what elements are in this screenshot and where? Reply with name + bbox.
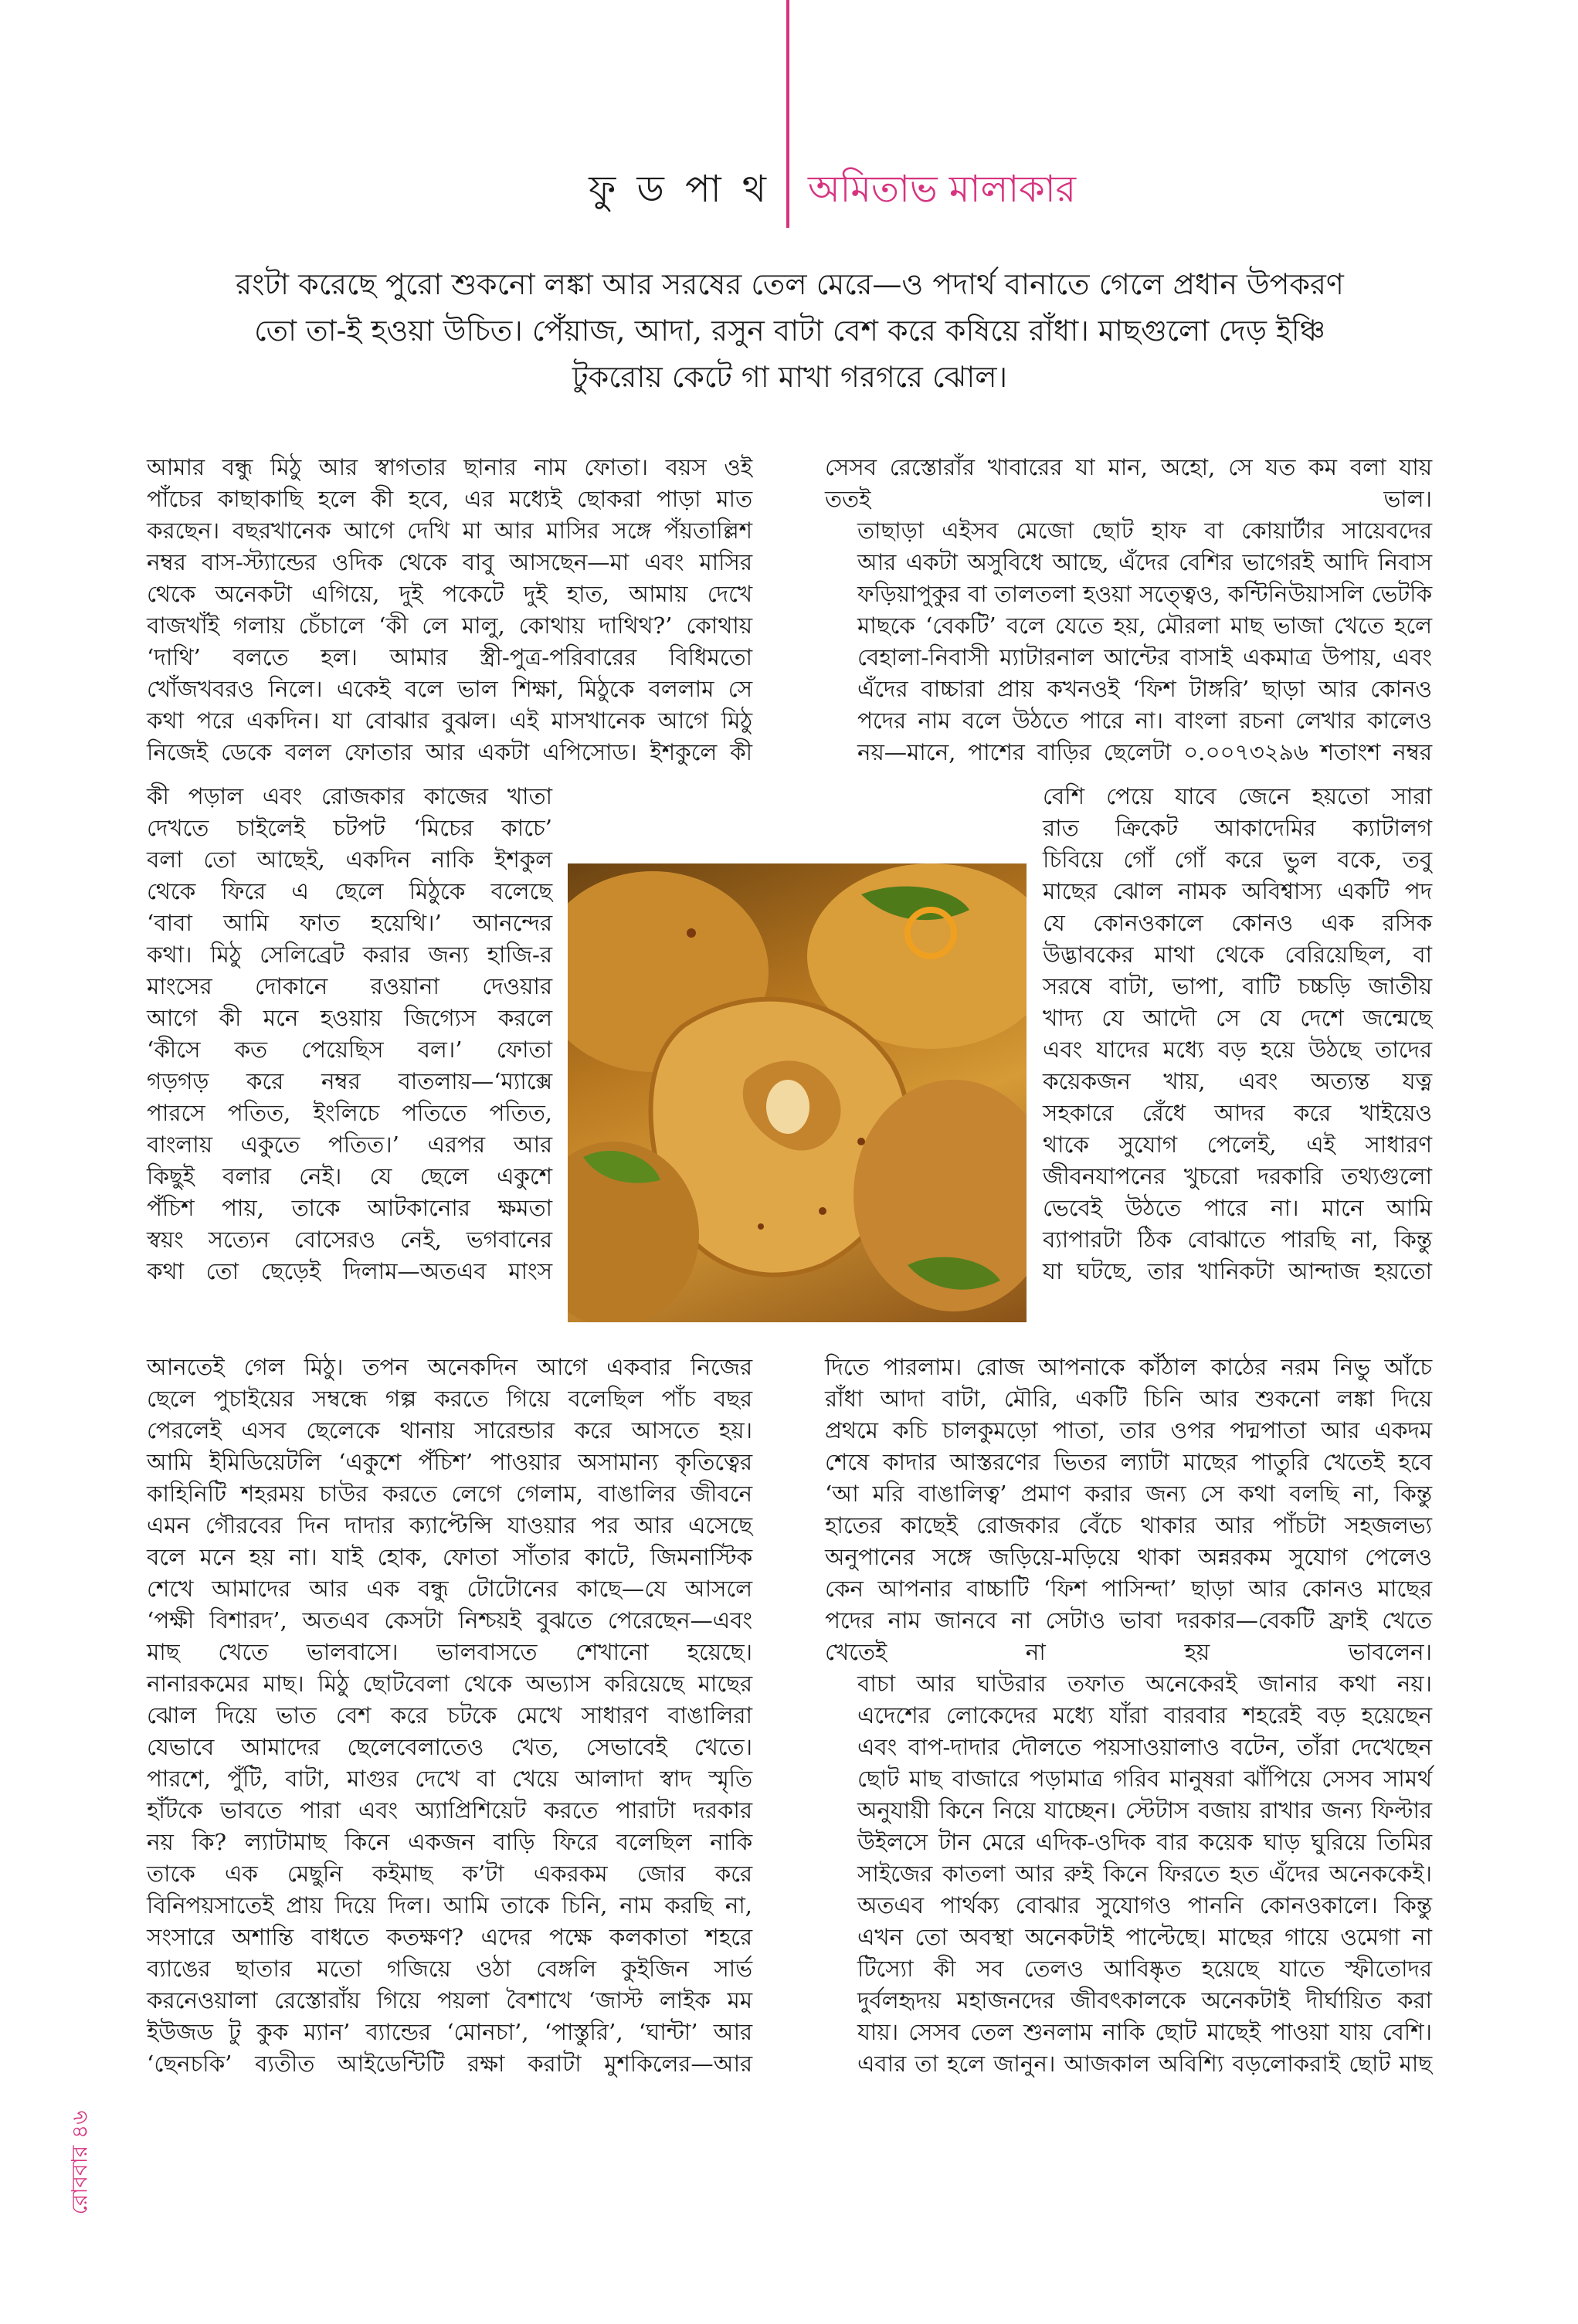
right-column-narrow [1043,781,1432,1288]
text-line: এবার তা হলে জানুন। আজকাল অবিশ্যি বড়লোকরাই ছোট মাছ [857,2051,1432,2077]
text-line: এঁদের বাচ্চারা প্রায় কখনওই ‘ফিশ টাঙ্গরি’ ছাড়া আর কোনও [857,676,1432,702]
text-line: ছোট মাছ বাজারে পড়ামাত্র গরিব মানুষরা ঝাঁপিয়ে সেসব সামর্থ [857,1766,1432,1792]
author-name: অমিতাভ মালাকার [808,168,1077,211]
text-line: বলা তো আছেই, একদিন নাকি ইশকুল [147,846,552,873]
text-line: পারসে পতিত, ইংলিচে পতিতে পতিত, [147,1100,552,1126]
text-line: কথা পরে একদিন। যা বোঝার বুঝল। এই মাসখানেক আগে মিঠু [147,707,752,734]
text-line: অনুযায়ী কিনে নিয়ে যাচ্ছেন। স্টেটাস বজায় রাখার জন্য ফিল্টার [857,1797,1432,1824]
right-column-lower [825,1352,1432,2080]
text-line: ব্যাঙের ছাতার মতো গজিয়ে ওঠা বেঙ্গলি কুইজিন সার্ভ [147,1956,752,1982]
text-line: যায়। সেসব তেল শুনলাম নাকি ছোট মাছেই পাওয়া যায় বেশি। [857,2019,1432,2045]
text-line: ঝোল দিয়ে ভাত বেশ করে চটকে মেখে সাধারণ বাঙালিরা [147,1702,752,1729]
text-line: নয় কি? ল্যাটামাছ কিনে একজন বাড়ি ফিরে বলেছিল নাকি [147,1829,752,1855]
text-line: শেখে আমাদের আর এক বন্ধু টোটোনের কাছে—যে আসলে [147,1576,752,1602]
text-line: আমি ইমিডিয়েটলি ‘একুশে পঁচিশ’ পাওয়ার অসামান্য কৃতিত্বের [147,1449,752,1475]
text-line: সংসারে অশান্তি বাধতে কতক্ষণ? এদের পক্ষে কলকাতা শহরে [147,1924,752,1950]
text-line: থেকে অনেকটা এগিয়ে, দুই পকেটে দুই হাত, আমায় দেখে [147,581,752,607]
text-line: পঁচিশ পায়, তাকে আটকানোর ক্ষমতা [147,1195,552,1221]
text-line: পারশে, পুঁটি, বাটা, মাগুর দেখে বা খেয়ে আলাদা স্বাদ স্মৃতি [147,1766,752,1792]
text-line: করছেন। বছরখানেক আগে দেখি মা আর মাসির সঙ্গে পঁয়তাল্লিশ [147,517,752,544]
text-line: যেভাবে আমাদের ছেলেবেলাতেও খেত, সেভাবেই খেতে। [147,1734,752,1760]
text-line: তাছাড়া এইসব মেজো ছোট হাফ বা কোয়ার্টার সায়েবদের [857,517,1432,544]
text-line: কয়েকজন খায়, এবং অত্যন্ত যত্ন [1043,1068,1432,1094]
text-line: উইলসে টান মেরে এদিক-ওদিক বার কয়েক ঘাড় ঘুরিয়ে তিমির [857,1829,1432,1855]
text-line: স্বয়ং সত্যেন বোসেরও নেই, ভগবানের [147,1226,552,1253]
text-line: আনতেই গেল মিঠু। তপন অনেকদিন আগে একবার নিজের [147,1354,752,1380]
text-line: বেশি পেয়ে যাবে জেনে হয়তো সারা [1043,783,1432,809]
standfirst-line: তো তা-ই হওয়া উচিত। পেঁয়াজ, আদা, রসুন বাটা বেশ করে কষিয়ে রাঁধা। মাছগুলো দেড় ইঞ্চি [254,314,1325,348]
standfirst-line: টুকরোয় কেটে গা মাখা গরগরে ঝোল। [572,360,1008,394]
text-line: খাদ্য যে আদৌ সে যে দেশে জন্মেছে [1043,1005,1432,1031]
text-line: বেহালা-নিবাসী ম্যাটারনাল আন্টের বাসাই একমাত্র উপায়, এবং [857,644,1432,670]
text-line: মাছকে ‘বেকটি’ বলে যেতে হয়, মৌরলা মাছ ভাজা খেতে হলে [857,612,1432,639]
text-line: বাচা আর ঘাউরার তফাত অনেকেরই জানার কথা নয়। [857,1671,1432,1697]
text-line: ইউজড টু কুক ম্যান’ ব্যান্ডের ‘মোনচা’, ‘পাস্তুরি’, ‘ঘান্টা’ আর [147,2019,752,2045]
text-line: যা ঘটছে, তার খানিকটা আন্দাজ হয়তো [1043,1258,1432,1284]
text-line: হাতের কাছেই রোজকার বেঁচে থাকার আর পাঁচটা সহজলভ্য [825,1512,1432,1539]
text-line: এমন গৌরবের দিন দাদার ক্যাপ্টেন্সি যাওয়ার পর আর এসেছে [147,1512,752,1539]
text-line: যে কোনওকালে কোনও এক রসিক [1043,910,1432,936]
text-line: কী পড়াল এবং রোজকার কাজের খাতা [147,783,552,809]
text-line: বলে মনে হয় না। যাই হোক, ফোতা সাঁতার কাটে, জিমনাস্টিক [147,1544,752,1570]
text-line: শেষে কাদার আস্তরণের ভিতর ল্যাটা মাছের পাতুরি খেতেই হবে [825,1449,1432,1475]
text-line: ‘বাবা আমি ফাত হয়েথি।’ আনন্দের [147,910,552,936]
text-line: মাছের ঝোল নামক অবিশ্বাস্য একটি পদ [1043,878,1432,904]
text-line: ফড়িয়াপুকুর বা তালতলা হওয়া সত্ত্বেও, কন্টিনিউয়াসলি ভেটকি [857,581,1432,607]
left-column [147,452,752,768]
left-column-lower [147,1352,752,2080]
text-line: বিনিপয়সাতেই প্রায় দিয়ে দিল। আমি তাকে চিনি, নাম করছি না, [147,1892,752,1919]
text-line: এবং বাপ-দাদার দৌলতে পয়সাওয়ালাও বটেন, তাঁরা দেখেছেন [857,1734,1432,1760]
text-line: কথা তো ছেড়েই দিলাম—অতএব মাংস [147,1258,552,1284]
text-line: উদ্ভাবকের মাথা থেকে বেরিয়েছিল, বা [1043,941,1432,968]
text-line: খেতেই না হয় ভাবলেন। [825,1639,1432,1665]
text-line: টিস্যো কী সব তেলও আবিষ্কৃত হয়েছে যাতে স্ফীতোদর [857,1956,1432,1982]
text-line: আগে কী মনে হওয়ায় জিগ্যেস করলে [147,1005,552,1031]
text-line: রাঁধা আদা বাটা, মৌরি, একটি চিনি আর শুকনো লঙ্কা দিয়ে [825,1386,1432,1412]
text-line: সাইজের কাতলা আর রুই কিনে ফিরতে হত এঁদের অনেককেই। [857,1861,1432,1887]
text-line: আর একটা অসুবিধে আছে, এঁদের বেশির ভাগেরই আদি নিবাস [857,549,1432,575]
fish-curry-photo [568,863,1027,1322]
text-line: ‘কীসে কত পেয়েছিস বল।’ ফোতা [147,1036,552,1063]
standfirst-line: রংটা করেছে পুরো শুকনো লঙ্কা আর সরষের তেল মেরে—ও পদার্থ বানাতে গেলে প্রধান উপকরণ [236,267,1344,301]
right-column [825,452,1432,768]
text-line: বাজখাঁই গলায় চেঁচালে ‘কী লে মালু, কোথায় দাথিথ?’ কোথায় [147,612,752,639]
fish-curry-illustration [568,863,1027,1322]
text-line: জীবনযাপনের খুচরো দরকারি তথ্যগুলো [1043,1163,1432,1189]
text-line: এখন তো অবস্থা অনেকটাই পাল্টেছে। মাছের গায়ে ওমেগা না [857,1924,1432,1950]
page-folio [62,2078,100,2248]
text-line: রাত ক্রিকেট আকাদেমির ক্যাটালগ [1043,815,1432,841]
text-line: কিছুই বলার নেই। যে ছেলে একুশে [147,1163,552,1189]
text-line: অতএব পার্থক্য বোঝার সুযোগও পাননি কোনওকালে। কিন্তু [857,1892,1432,1919]
text-line: করনেওয়ালা রেস্তোরাঁয় গিয়ে পয়লা বৈশাখে ‘জাস্ট লাইক মম [147,1987,752,2014]
left-column-narrow [147,781,552,1288]
header-divider [786,0,789,228]
text-line: গড়গড় করে নম্বর বাতলায়—‘ম্যাক্সে [147,1068,552,1094]
text-line: ‘ছেনচকি’ ব্যতীত আইডেন্টিটি রক্ষা করাটা মুশকিলের—আর [147,2051,752,2077]
text-line: ‘পক্ষী বিশারদ’, অতএব কেসটা নিশ্চয়ই বুঝতে পেরেছেন—এবং [147,1607,752,1634]
text-line: তাকে এক মেছুনি কইমাছ ক’টা একরকম জোর করে [147,1861,752,1887]
text-line: চিবিয়ে গোঁ গোঁ করে ভুল বকে, তবু [1043,846,1432,873]
text-line: ‘আ মরি বাঙালিত্ব’ প্রমাণ করার জন্য সে কথা বলছি না, কিন্তু [825,1481,1432,1507]
text-line: কথা। মিঠু সেলিব্রেট করার জন্য হাজি-র [147,941,552,968]
text-line: ‘দাথি’ বলতে হল। আমার স্ত্রী-পুত্র-পরিবারের বিধিমতো [147,644,752,670]
text-line: সহকারে রেঁধে আদর করে খাইয়েও [1043,1100,1432,1126]
text-line: মাংসের দোকানে রওয়ানা দেওয়ার [147,973,552,999]
text-line: এবং যাদের মধ্যে বড় হয়ে উঠছে তাদের [1043,1036,1432,1063]
text-line: নয়—মানে, পাশের বাড়ির ছেলেটা ০.০০৭৩২৯৬ শতাংশ নম্বর [857,739,1432,765]
text-line: আমার বন্ধু মিঠু আর স্বাগতার ছানার নাম ফোতা। বয়স ওই [147,454,752,480]
text-line: নম্বর বাস-স্ট্যান্ডের ওদিক থেকে বাবু আসছেন—মা এবং মাসির [147,549,752,575]
standfirst [116,261,1464,400]
text-line: কেন আপনার বাচ্চাটি ‘ফিশ পাসিন্দা’ ছাড়া আর কোনও মাছের [825,1576,1432,1602]
text-line: অনুপানের সঙ্গে জড়িয়ে-মড়িয়ে থাকা অন্নরকম সুযোগ পেলেও [825,1544,1432,1570]
text-line: ব্যাপারটা ঠিক বোঝাতে পারছি না, কিন্তু [1043,1226,1432,1253]
text-line: খোঁজখবরও নিলে। একেই বলে ভাল শিক্ষা, মিঠুকে বললাম সে [147,676,752,702]
text-line: সরষে বাটা, ভাপা, বাটি চচ্চড়ি জাতীয় [1043,973,1432,999]
text-line: দুর্বলহৃদয় মহাজনদের জীবৎকালকে অনেকটাই দীর্ঘায়িত করা [857,1987,1432,2014]
text-line: এদেশের লোকেদের মধ্যে যাঁরা বারবার শহরেই বড় হয়েছেন [857,1702,1432,1729]
text-line: সেসব রেস্তোরাঁর খাবারের যা মান, অহো, সে যত কম বলা যায় [825,454,1432,480]
text-line: থাকে সুযোগ পেলেই, এই সাধারণ [1043,1131,1432,1158]
folio-text: রোববার ৪৬ [66,2110,93,2215]
text-line: নানারকমের মাছ। মিঠু ছোটবেলা থেকে অভ্যাস করিয়েছে মাছের [147,1671,752,1697]
text-line: ছেলে পুচাইয়ের সম্বন্ধে গল্প করতে গিয়ে বলেছিল পাঁচ বছর [147,1386,752,1412]
text-line: ভেবেই উঠতে পারে না। মানে আমি [1043,1195,1432,1221]
text-line: থেকে ফিরে এ ছেলে মিঠুকে বলেছে [147,878,552,904]
column-name: ফু ড পা থ [589,168,771,211]
text-line: পাঁচের কাছাকাছি হলে কী হবে, এর মধ্যেই ছোকরা পাড়া মাত [147,486,752,512]
text-line: নিজেই ডেকে বলল ফোতার আর একটা এপিসোড। ইশকুলে কী [147,739,752,765]
text-line: পদের নাম জানবে না সেটাও ভাবা দরকার—বেকটি ফ্রাই খেতে [825,1607,1432,1634]
text-line: বাংলায় একুতে পতিত।’ এরপর আর [147,1131,552,1158]
text-line: দেখতে চাইলেই চটপট ‘মিচের কাচে’ [147,815,552,841]
left-paragraph-1 [147,452,752,768]
text-line: দিতে পারলাম। রোজ আপনাকে কাঁঠাল কাঠের নরম নিভু আঁচে [825,1354,1432,1380]
text-line: ততই ভাল। [825,486,1432,512]
text-line: মাছ খেতে ভালবাসে। ভালবাসতে শেখানো হয়েছে। [147,1639,752,1665]
text-line: পেরলেই এসব ছেলেকে থানায় সারেন্ডার করে আসতে হয়। [147,1417,752,1444]
text-line: প্রথমে কচি চালকুমড়ো পাতা, তার ওপর পদ্মপাতা আর একদম [825,1417,1432,1444]
text-line: পদের নাম বলে উঠতে পারে না। বাংলা রচনা লেখার কালেও [857,707,1432,734]
text-line: হাঁটকে ভাবতে পারা এবং অ্যাপ্রিশিয়েট করতে পারাটা দরকার [147,1797,752,1824]
text-line: কাহিনিটি শহরময় চাউর করতে লেগে গেলাম, বাঙালির জীবনে [147,1481,752,1507]
